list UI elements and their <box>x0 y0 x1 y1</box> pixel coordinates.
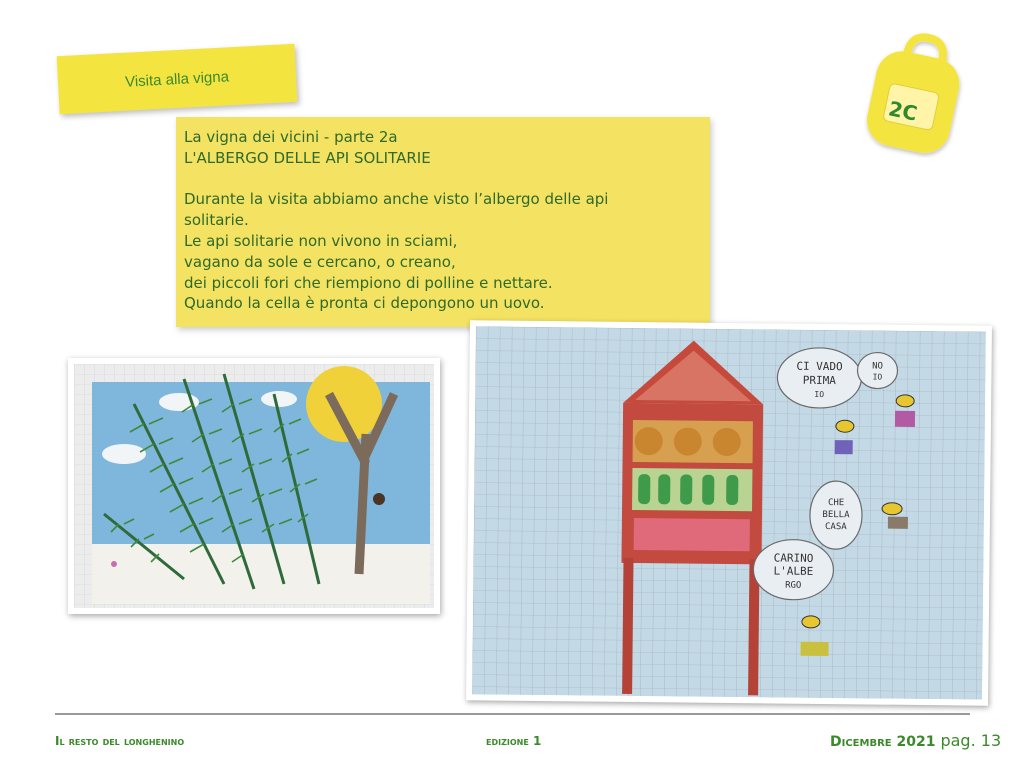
footer-divider <box>55 713 970 715</box>
bubble-text: PRIMA <box>802 373 837 388</box>
article-line: solitarie. <box>184 211 249 230</box>
article-spacer <box>184 169 702 190</box>
footer-page-number: pag. 13 <box>940 731 1002 750</box>
section-label-text: Visita alla vigna <box>124 67 230 91</box>
footer-edition: edizione 1 <box>486 734 542 748</box>
section-label <box>57 44 298 114</box>
footer-publication-name: Il resto del longhenino <box>55 734 185 748</box>
bubble-text: RGO <box>785 580 802 591</box>
class-badge-label: 2C <box>886 96 920 126</box>
bubble-text: CASA <box>824 522 847 533</box>
bubble-text: BELLA <box>822 509 850 521</box>
article-line: Quando la cella è pronta ci depongono un uovo. <box>184 294 545 313</box>
article-line: dei piccoli fori che riempiono di polline e nettare. <box>184 273 553 292</box>
vineyard-drawing-image <box>74 364 434 608</box>
bubble-text: NO <box>872 361 884 372</box>
article-line: La vigna dei vicini - parte 2a <box>184 128 398 146</box>
bubble-text: IO <box>814 389 825 399</box>
drawing-photo-vineyard <box>68 358 440 614</box>
article-line: Le api solitarie non vivono in sciami, <box>184 231 458 250</box>
article-textbox <box>176 117 710 327</box>
footer-date-page <box>830 731 1001 750</box>
bubble-text: IO <box>872 372 883 382</box>
article-title: L'ALBERGO DELLE API SOLITARIE <box>184 148 431 167</box>
drawing-photo-bee-hotel <box>466 320 992 705</box>
article-line: Durante la visita abbiamo anche visto l’albergo delle api <box>184 190 609 209</box>
bubble-text: L'ALBE <box>773 564 814 578</box>
bee-hotel-drawing-image <box>472 326 986 699</box>
bubble-text: CHE <box>827 498 845 509</box>
bubble-text: CARINO <box>773 551 814 565</box>
backpack-badge-icon <box>858 28 968 158</box>
footer-date: Dicembre 2021 <box>830 734 936 750</box>
bubble-text: CI VADO <box>796 359 843 374</box>
article-line: vagano da sole e cercano, o creano, <box>184 252 456 271</box>
